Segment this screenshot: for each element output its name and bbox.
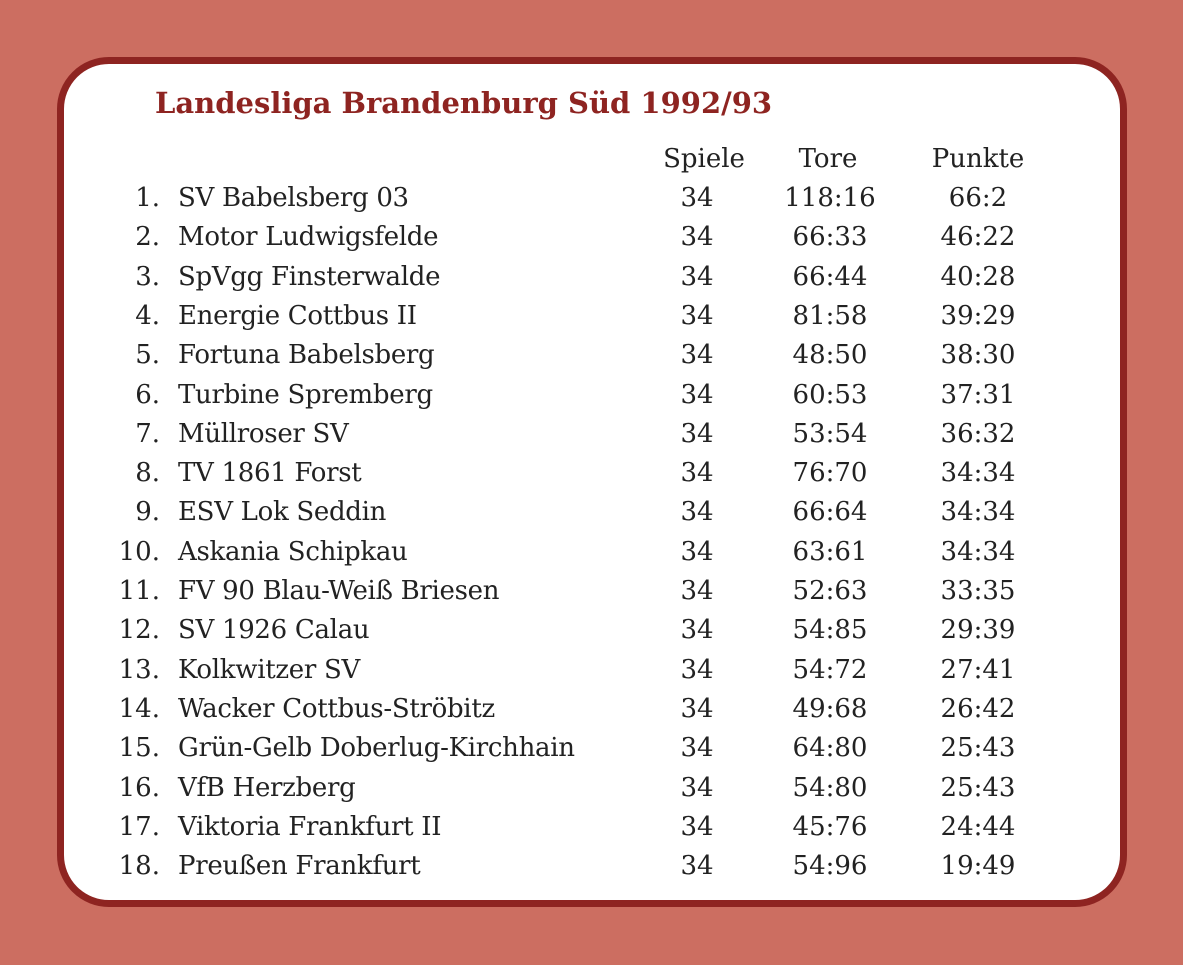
games-cell: 34	[680, 772, 714, 803]
team-cell: Fortuna Babelsberg	[178, 340, 435, 371]
header-goals: Tore	[798, 144, 858, 174]
rank-cell: 1.	[135, 183, 160, 213]
points-cell: 29:39	[940, 615, 1016, 646]
goals-cell: 52:63	[792, 576, 868, 606]
team-cell: SV Babelsberg 03	[178, 183, 409, 213]
goals-cell: 54:96	[792, 851, 868, 882]
rank-cell: 14.	[118, 693, 160, 724]
team-cell: SpVgg Finsterwalde	[178, 261, 441, 292]
points-cell: 36:32	[940, 418, 1016, 449]
header-points: Punkte	[931, 144, 1025, 174]
points-cell: 34:34	[940, 536, 1016, 567]
games-cell: 34	[680, 811, 714, 842]
table-row	[0, 576, 1183, 615]
rank-cell: 8.	[135, 458, 160, 489]
goals-cell: 53:54	[792, 418, 868, 449]
games-cell: 34	[680, 576, 714, 606]
games-cell: 34	[680, 379, 714, 410]
points-cell: 33:35	[940, 576, 1016, 606]
team-cell: Wacker Cottbus-Ströbitz	[178, 693, 495, 724]
goals-cell: 54:80	[792, 772, 868, 803]
table-row	[0, 222, 1183, 261]
points-cell: 27:41	[940, 654, 1016, 685]
games-cell: 34	[680, 497, 714, 528]
points-cell: 38:30	[940, 340, 1016, 371]
goals-cell: 48:50	[792, 340, 868, 371]
goals-cell: 54:72	[792, 654, 868, 685]
points-cell: 26:42	[940, 693, 1016, 724]
rank-cell: 4.	[135, 300, 160, 331]
rank-cell: 6.	[135, 379, 160, 410]
rank-cell: 5.	[135, 340, 160, 371]
points-cell: 66:2	[948, 183, 1008, 213]
table-row	[0, 812, 1183, 851]
table-row	[0, 183, 1183, 222]
table-row	[0, 380, 1183, 419]
table-row	[0, 497, 1183, 536]
games-cell: 34	[680, 693, 714, 724]
table-row	[0, 615, 1183, 654]
rank-cell: 3.	[135, 261, 160, 292]
team-cell: Motor Ludwigsfelde	[178, 222, 439, 253]
team-cell: Energie Cottbus II	[178, 300, 417, 331]
goals-cell: 76:70	[792, 458, 868, 489]
goals-cell: 45:76	[792, 811, 868, 842]
rank-cell: 10.	[118, 536, 160, 567]
table-row	[0, 301, 1183, 340]
goals-cell: 54:85	[792, 615, 868, 646]
games-cell: 34	[680, 300, 714, 331]
table-row	[0, 340, 1183, 379]
rank-cell: 7.	[135, 418, 160, 449]
goals-cell: 66:33	[792, 222, 868, 253]
games-cell: 34	[680, 615, 714, 646]
rank-cell: 9.	[135, 497, 160, 528]
table-row	[0, 655, 1183, 694]
points-cell: 34:34	[940, 458, 1016, 489]
points-cell: 24:44	[940, 811, 1016, 842]
team-cell: Viktoria Frankfurt II	[178, 811, 442, 842]
table-row	[0, 537, 1183, 576]
team-cell: Müllroser SV	[178, 418, 349, 449]
goals-cell: 66:64	[792, 497, 868, 528]
games-cell: 34	[680, 340, 714, 371]
table-row	[0, 851, 1183, 890]
team-cell: Turbine Spremberg	[178, 379, 433, 410]
games-cell: 34	[680, 222, 714, 253]
games-cell: 34	[680, 536, 714, 567]
points-cell: 25:43	[940, 772, 1016, 803]
rank-cell: 16.	[118, 772, 160, 803]
table-row	[0, 458, 1183, 497]
rank-cell: 15.	[118, 733, 160, 764]
rank-cell: 17.	[118, 811, 160, 842]
games-cell: 34	[680, 733, 714, 764]
points-cell: 39:29	[940, 300, 1016, 331]
games-cell: 34	[680, 458, 714, 489]
team-cell: Preußen Frankfurt	[178, 851, 421, 882]
table-row	[0, 773, 1183, 812]
rank-cell: 18.	[118, 851, 160, 882]
goals-cell: 63:61	[792, 536, 868, 567]
team-cell: ESV Lok Seddin	[178, 497, 387, 528]
goals-cell: 49:68	[792, 693, 868, 724]
team-cell: VfB Herzberg	[178, 772, 356, 803]
games-cell: 34	[680, 654, 714, 685]
header-games: Spiele	[663, 144, 745, 174]
team-cell: SV 1926 Calau	[178, 615, 370, 646]
goals-cell: 64:80	[792, 733, 868, 764]
goals-cell: 81:58	[792, 300, 868, 331]
games-cell: 34	[680, 851, 714, 882]
team-cell: Kolkwitzer SV	[178, 654, 360, 685]
team-cell: TV 1861 Forst	[178, 458, 362, 489]
goals-cell: 66:44	[792, 261, 868, 292]
goals-cell: 60:53	[792, 379, 868, 410]
points-cell: 40:28	[940, 261, 1016, 292]
rank-cell: 11.	[118, 576, 160, 606]
table-row	[0, 419, 1183, 458]
page-title: Landesliga Brandenburg Süd 1992/93	[155, 86, 773, 120]
table-row	[0, 694, 1183, 733]
games-cell: 34	[680, 261, 714, 292]
points-cell: 19:49	[940, 851, 1016, 882]
points-cell: 37:31	[940, 379, 1016, 410]
team-cell: Askania Schipkau	[178, 536, 408, 567]
rank-cell: 2.	[135, 222, 160, 253]
goals-cell: 118:16	[784, 183, 876, 213]
rank-cell: 12.	[118, 615, 160, 646]
points-cell: 46:22	[940, 222, 1016, 253]
games-cell: 34	[680, 183, 714, 213]
games-cell: 34	[680, 418, 714, 449]
team-cell: FV 90 Blau-Weiß Briesen	[178, 576, 500, 606]
points-cell: 34:34	[940, 497, 1016, 528]
team-cell: Grün-Gelb Doberlug-Kirchhain	[178, 733, 575, 764]
table-row	[0, 733, 1183, 772]
rank-cell: 13.	[118, 654, 160, 685]
table-row	[0, 262, 1183, 301]
points-cell: 25:43	[940, 733, 1016, 764]
